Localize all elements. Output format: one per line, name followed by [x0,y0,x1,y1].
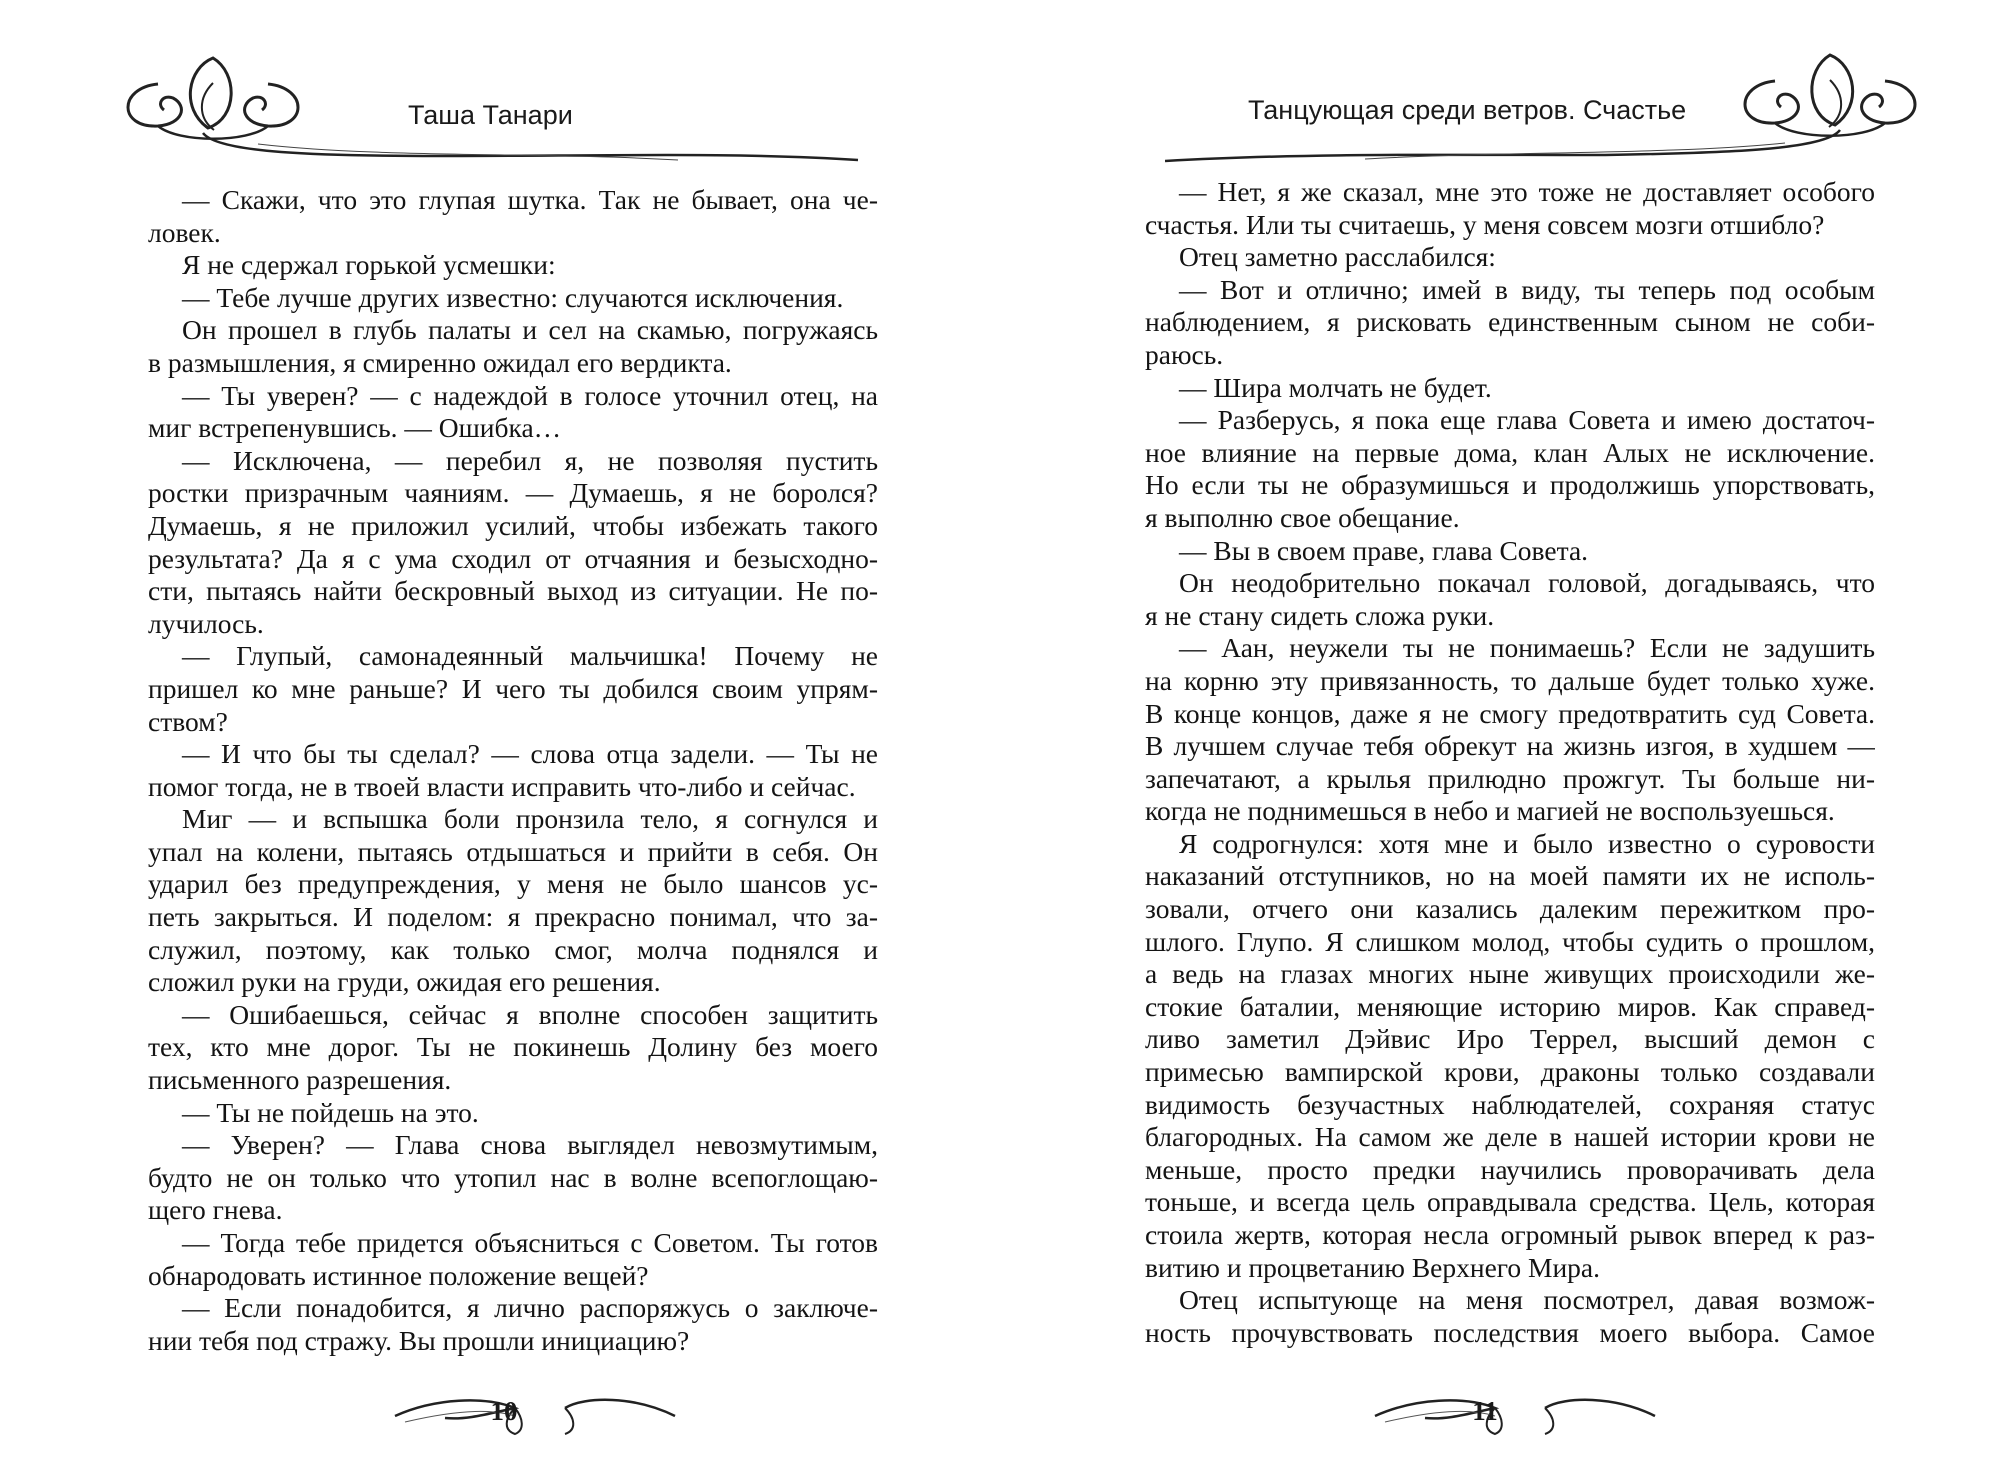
text-line: примесью вампирской крови, драконы только создавали [1145,1056,1875,1088]
text-line: — Вот и отлично; имей в виду, ты теперь под особым [1179,273,1875,305]
text-line: — Аан, неужели ты не понимаешь? Если не задушить [1179,632,1875,664]
text-line: а ведь на глазах многих ныне живущих происходили же- [1145,958,1875,990]
text-line: упал на колени, пытаясь отдышаться и прийти в себя. Он [148,835,878,867]
text-line: тоньше, и всегда цель оправдывала средства. Цель, которая [1145,1186,1875,1218]
text-line: Думаешь, я не приложил усилий, чтобы избежать такого [148,509,878,541]
text-line: я не стану сидеть сложа руки. [1145,599,1495,631]
text-line: — Скажи, что это глупая шутка. Так не бывает, она че- [182,184,878,215]
text-line: результата? Да я с ума сходил от отчаяния и безысходно- [148,542,878,574]
text-line: меньше, просто предки научились проворачивать дела [1145,1153,1875,1185]
footer-flourish-ornament [375,1378,695,1438]
text-line: лучилось. [148,607,264,639]
text-line: В лучшем случае тебя обрекут на жизнь изгоя, в худшем — [1145,730,1875,762]
text-line: будто не он только что утопил нас в волне всепоглощаю- [148,1161,878,1193]
right-body-text [1145,176,1875,1349]
text-line: Но если ты не образумишься и продолжишь упорствовать, [1145,469,1875,501]
text-line: зовали, отчего они казались далеким пережитком про- [1145,893,1875,925]
text-line: ростки призрачным чаяниям. — Думаешь, я не боролся? [148,477,878,509]
text-line: наказаний отступников, но на моей памяти их не исполь- [1145,860,1875,892]
text-line: — Ты не пойдешь на это. [182,1096,479,1128]
text-line: сложил руки на груди, ожидая его решения. [148,966,661,998]
text-line: — Нет, я же сказал, мне это тоже не доставляет особого [1179,176,1875,207]
text-line: — Тогда тебе придется объясниться с Советом. Ты готов [182,1227,878,1258]
text-line: ность прочувствовать последствия моего выбора. Самое [1145,1316,1875,1348]
text-line: ливо заметил Дэйвис Иро Террел, высший демон с [1145,1023,1875,1055]
text-line: помог тогда, не в твоей власти исправить что-либо и сейчас. [148,770,856,802]
text-line: ловек. [148,216,221,248]
text-line: — Глупый, самонадеянный мальчишка! Почему не [182,640,878,672]
running-head-author: Таша Танари [408,100,573,130]
text-line: — Ты уверен? — с надеждой в голосе уточнил отец, на [182,379,878,411]
text-line: Отец заметно расслабился: [1179,241,1496,273]
text-line: счастья. Или ты считаешь, у меня совсем мозги отшибло? [1145,208,1825,240]
text-line: — И что бы ты сделал? — слова отца задели. — Ты не [182,738,878,770]
text-line: — Ошибаешься, сейчас я вполне способен защитить [182,998,878,1030]
text-line: Миг — и вспышка боли пронзила тело, я согнулся и [182,803,878,835]
text-line: на корню эту привязанность, то дальше будет только хуже. [1145,664,1875,696]
text-line: ударил без предупреждения, у меня не было шансов ус- [148,868,878,900]
text-line: видимость безучастных наблюдателей, сохраняя статус [1145,1088,1875,1120]
page-number: 11 [1472,1396,1498,1426]
text-line: Он неодобрительно покачал головой, догадываясь, что [1179,567,1875,599]
text-line: стокие баталии, меняющие историю миров. Как справед- [1145,990,1875,1022]
text-line: нии тебя под стражу. Вы прошли инициацию? [148,1324,690,1356]
text-line: ством? [148,705,228,737]
text-line: пришел ко мне раньше? И чего ты добился своим упрям- [148,672,878,704]
text-line: Я содрогнулся: хотя мне и было известно о суровости [1179,827,1875,859]
text-line: витию и процветанию Верхнего Мира. [1145,1251,1601,1283]
left-body-text [148,184,878,1357]
text-line: ное влияние на первые дома, клан Алых не исключение. [1145,436,1875,468]
text-line: обнародовать истинное положение вещей? [148,1259,649,1291]
text-line: — Вы в своем праве, глава Совета. [1179,534,1589,566]
right-page [1000,0,2000,1471]
text-line: стоила жертв, которая несла огромный рывок вперед к раз- [1145,1219,1875,1250]
text-line: — Если понадобится, я лично распоряжусь о заключе- [182,1292,878,1324]
text-line: — Уверен? — Глава снова выглядел невозмутимым, [182,1129,878,1161]
text-line: письменного разрешения. [148,1064,452,1096]
text-line: — Тебе лучше других известно: случаются исключения. [182,281,844,313]
text-line: наблюдением, я рисковать единственным сыном не соби- [1145,306,1875,338]
text-line: я выполню свое обещание. [1145,501,1460,533]
text-line: шлого. Глупо. Я слишком молод, чтобы судить о прошлом, [1145,925,1875,957]
text-line: — Исключена, — перебил я, не позволяя пустить [182,444,878,476]
text-line: — Шира молчать не будет. [1179,371,1492,403]
text-line: Отец испытующе на меня посмотрел, давая возмож- [1179,1284,1875,1316]
text-line: миг встрепенувшись. — Ошибка… [148,412,562,444]
footer-flourish-ornament [1355,1378,1675,1438]
text-line: благородных. На самом же деле в нашей истории крови не [1145,1121,1875,1153]
text-line: сти, пытаясь найти бескровный выход из ситуации. Не по- [148,575,878,607]
text-line: В конце концов, даже я не смогу предотвратить суд Совета. [1145,697,1875,729]
text-line: тех, кто мне дорог. Ты не покинешь Долину без моего [148,1031,878,1063]
text-line: Я не сдержал горькой усмешки: [182,249,556,281]
text-line: петь закрыться. И поделом: я прекрасно понимал, что за- [148,901,878,933]
running-head-title: Танцующая среди ветров. Счастье [1248,95,1687,125]
text-line: служил, поэтому, как только смог, молча поднялся и [148,933,878,965]
page-number: 10 [490,1396,518,1426]
text-line: запечатают, а крылья прилюдно прожгут. Ты больше ни- [1145,762,1875,794]
text-line: когда не поднимешься в небо и магией не воспользуешься. [1145,795,1835,827]
text-line: — Разберусь, я пока еще глава Совета и имею достаточ- [1179,404,1875,436]
text-line: щего гнева. [148,1194,283,1226]
text-line: раюсь. [1145,338,1224,370]
text-line: Он прошел в глубь палаты и сел на скамью, погружаясь [182,314,878,346]
text-line: в размышления, я смиренно ожидал его вердикта. [148,346,732,378]
